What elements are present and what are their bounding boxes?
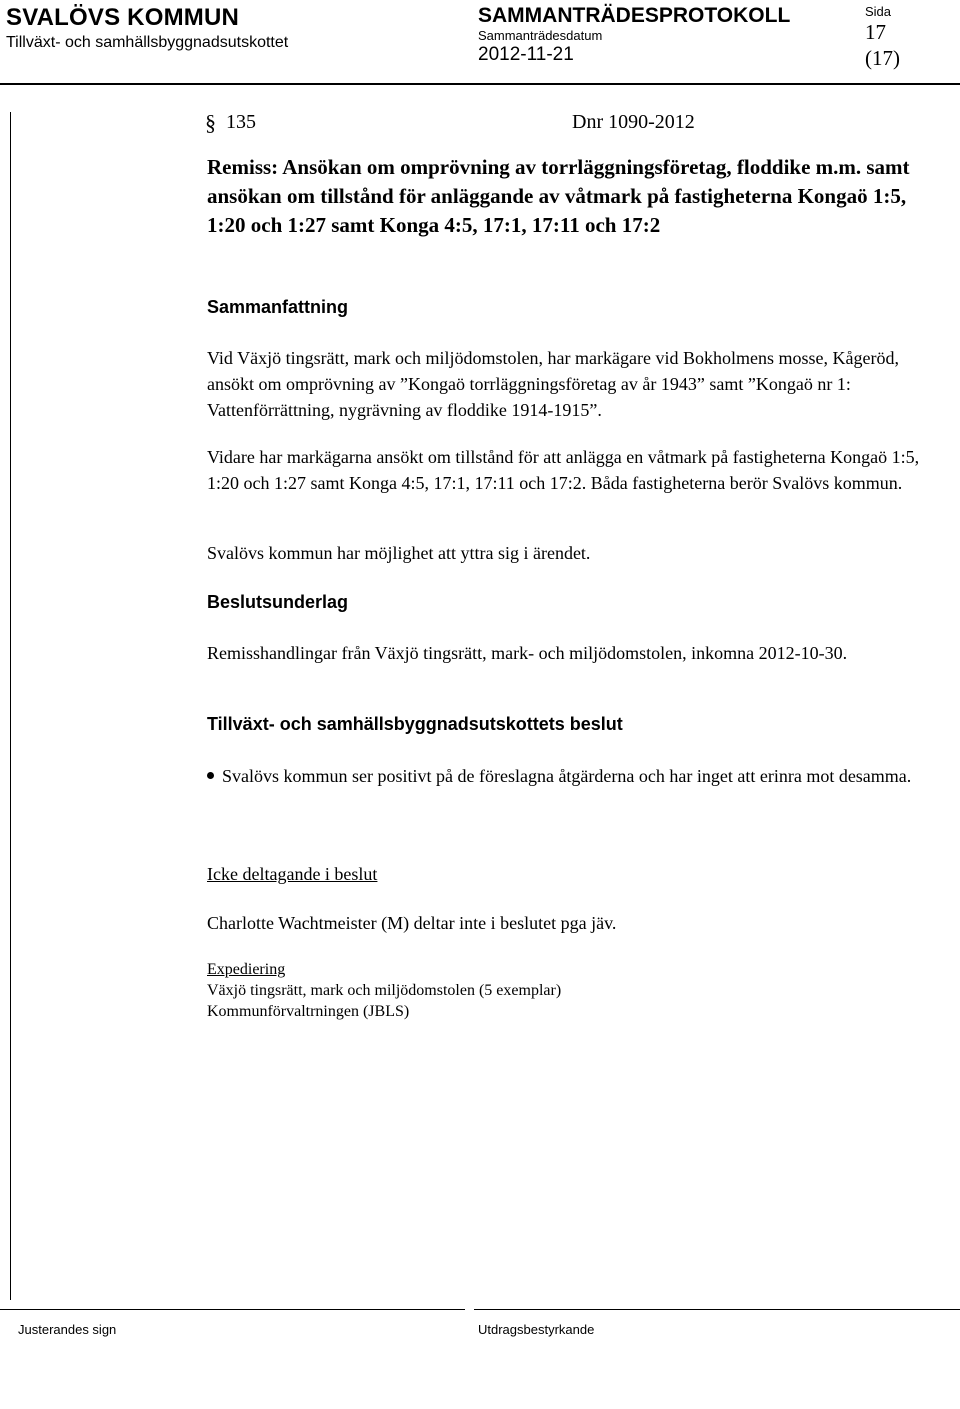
distribution-heading: Expediering [207,961,286,978]
document-type: SAMMANTRÄDESPROTOKOLL [478,4,791,27]
distribution-line-1: Växjö tingsrätt, mark och miljödomstolen (5 exemplar) [207,982,562,999]
basis-text: Remisshandlingar från Växjö tingsrätt, mark- och miljödomstolen, inkomna 2012-10-30. [207,643,848,663]
margin-rule [10,112,11,1300]
section-number: 135 [226,111,256,133]
footer-divider-left [0,1309,465,1310]
footer-certification-label: Utdragsbestyrkande [478,1322,595,1337]
summary-paragraph-1: Vid Växjö tingsrätt, mark och miljödomstolen, har markägare vid Bokholmens mosse, Kågeröd, ansökt om omprövning av ”Kongaö torrläggningsföretag av år 1943” samt ”Kongaö nr 1: Vattenförrättning, nygrävning av floddike 1914-1915”. [207,348,899,420]
distribution-line-2: Kommunförvaltrningen (JBLS) [207,1003,410,1020]
organization-name: SVALÖVS KOMMUN [6,4,240,31]
recusal-text: Charlotte Wachtmeister (M) deltar inte i beslutet pga jäv. [207,913,617,933]
meeting-date-label: Sammanträdesdatum [478,28,603,43]
header-divider [0,83,960,85]
page-total: (17) [865,46,900,70]
decision-heading: Tillväxt- och samhällsbyggnadsutskottets beslut [207,714,623,734]
department-name: Tillväxt- och samhällsbyggnadsutskottet [6,34,289,51]
footer-divider-right [474,1309,960,1310]
decision-bullet [207,763,927,789]
page-number: 17 [865,20,886,44]
meeting-date: 2012-11-21 [478,44,574,65]
bullet-icon [207,772,214,779]
recusal-heading: Icke deltagande i beslut [207,864,378,884]
decision-text: Svalövs kommun ser positivt på de föreslagna åtgärderna och har inget att erinra mot desamma. [222,766,912,786]
section-title: Remiss: Ansökan om omprövning av torrläggningsföretag, floddike m.m. samt ansökan om tillstånd för anläggande av våtmark på fastigheterna Kongaö 1:5, 1:20 och 1:27 samt Konga 4:5, 17:1, 17:11 och 17:2 [207,155,910,237]
page-label: Sida [865,4,892,19]
summary-paragraph-3: Svalövs kommun har möjlighet att yttra sig i ärendet. [207,543,591,563]
paragraph-symbol: § [205,110,216,135]
basis-heading: Beslutsunderlag [207,592,349,612]
footer-signature-label: Justerandes sign [18,1322,117,1337]
summary-heading: Sammanfattning [207,297,349,317]
diary-number: Dnr 1090-2012 [572,111,695,133]
summary-paragraph-2: Vidare har markägarna ansökt om tillstånd för att anlägga en våtmark på fastigheterna Kongaö 1:5, 1:20 och 1:27 samt Konga 4:5, 17:1, 17:11 och 17:2. Båda fastigheterna berör Svalövs kommun. [207,447,920,493]
